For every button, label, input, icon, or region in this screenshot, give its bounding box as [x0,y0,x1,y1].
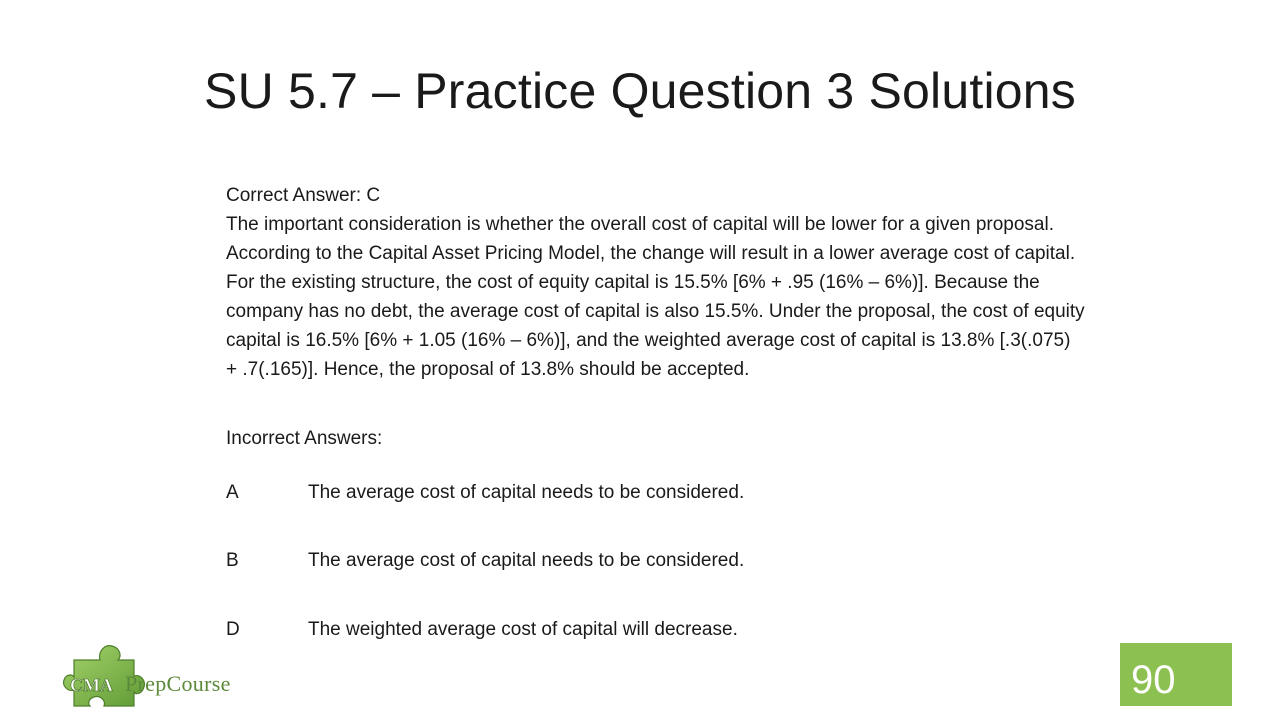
page-number: 90 [1131,658,1176,702]
correct-answer-heading: Correct Answer: C [226,185,381,206]
incorrect-answer-item [226,546,744,575]
logo-badge-text: CMA [70,675,113,695]
solution-body [226,181,1086,384]
answer-text: The average cost of capital needs to be considered. [308,550,745,571]
answer-letter: A [226,482,239,503]
answer-text: The weighted average cost of capital will decrease. [308,619,738,640]
incorrect-answer-item [226,615,738,644]
incorrect-answers-heading: Incorrect Answers: [226,428,383,449]
answer-letter: B [226,550,239,571]
incorrect-answer-item [226,478,744,507]
answer-text: The average cost of capital needs to be considered. [308,482,745,503]
slide-title: SU 5.7 – Practice Question 3 Solutions [204,63,1076,119]
logo-text: PrepCourse [125,671,231,696]
correct-answer-explanation: The important consideration is whether the overall cost of capital will be lower for a given proposal. According to the Capital Asset Pricing Model, the change will result in a lower average cost of capital. For the existing structure, the cost of equity capital is 15.5% [6% + .95 (16% – 6%)]. Because the company has no debt, the average cost of capital is also 15.5%. Under the proposal, the cost of equity capital is 16.5% [6% + 1.05 (16% – 6%)], and the weighted average cost of capital is 13.8% [.3(.075) + .7(.165)]. Hence, the proposal of 13.8% should be accepted. [226,214,1085,380]
answer-letter: D [226,619,240,640]
